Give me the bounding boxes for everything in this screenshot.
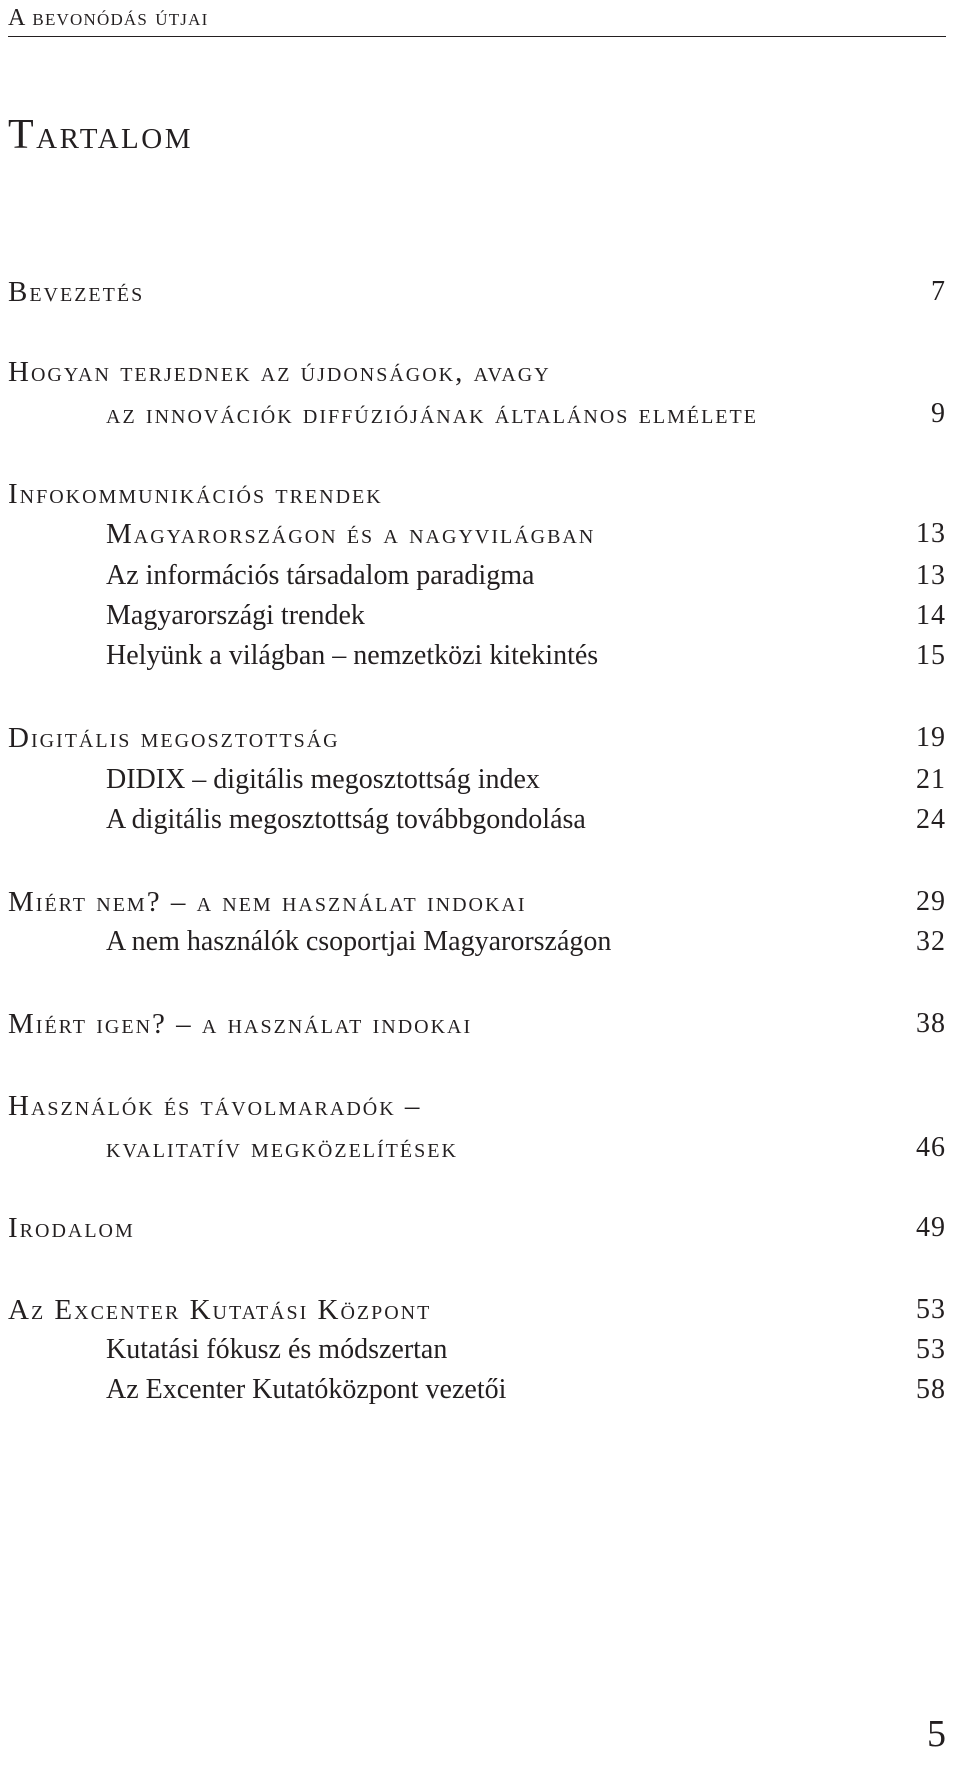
toc-subentry-title: Kutatási fókusz és módszertan <box>106 1334 448 1365</box>
toc-subentry-page: 32 <box>916 926 946 957</box>
toc-subentry-page: 58 <box>916 1374 946 1405</box>
toc-entry[interactable] <box>8 880 946 924</box>
toc-subentry-page: 24 <box>916 804 946 835</box>
toc-entry[interactable] <box>8 270 946 314</box>
toc-entry-title: Miért nem? – a nem használat indokai <box>8 885 527 918</box>
toc-entry[interactable] <box>8 1002 946 1046</box>
toc-entry-title: Magyarországon és a nagyvilágban <box>106 517 596 550</box>
toc-entry-page: 7 <box>931 276 946 307</box>
toc-entry-title: Miért igen? – a használat indokai <box>8 1007 473 1040</box>
toc-entry-page: 53 <box>916 1294 946 1325</box>
toc-entry[interactable] <box>8 1084 946 1128</box>
toc-entry[interactable] <box>8 472 946 516</box>
toc-entry-title: Infokommunikációs trendek <box>8 477 383 510</box>
toc-entry-page: 46 <box>916 1132 946 1163</box>
toc-entry-page: 38 <box>916 1008 946 1039</box>
toc-entry-page: 9 <box>931 398 946 429</box>
toc-entry-page: 29 <box>916 886 946 917</box>
page-number: 5 <box>927 1713 946 1755</box>
toc-entry[interactable] <box>8 1206 946 1250</box>
toc-entry-title: Bevezetés <box>8 275 145 308</box>
toc-subentry[interactable] <box>8 554 946 598</box>
toc-entry-page: 19 <box>916 722 946 753</box>
toc-subentry-title: Magyarországi trendek <box>106 600 365 631</box>
toc-entry-title: az innovációk diffúziójának általános elmélete <box>106 397 758 430</box>
toc-subentry[interactable] <box>8 798 946 842</box>
toc-entry-continuation[interactable] <box>8 512 946 556</box>
toc-entry[interactable] <box>8 350 946 394</box>
toc-subentry-page: 14 <box>916 600 946 631</box>
toc-entry-title: kvalitatív megközelítések <box>106 1131 458 1164</box>
toc-subentry-page: 13 <box>916 560 946 591</box>
toc-entry-page: 13 <box>916 518 946 549</box>
toc-entry-title: Használók és távolmaradók – <box>8 1089 422 1122</box>
toc-entry-page: 49 <box>916 1212 946 1243</box>
toc-subentry-title: Helyünk a világban – nemzetközi kitekintés <box>106 640 599 671</box>
toc-subentry[interactable] <box>8 634 946 678</box>
toc-subentry-title: DIDIX – digitális megosztottság index <box>106 764 540 795</box>
toc-entry[interactable] <box>8 1288 946 1332</box>
toc-entry-continuation[interactable] <box>8 392 946 436</box>
toc-subentry-title: A digitális megosztottság továbbgondolása <box>106 804 586 835</box>
toc-subentry[interactable] <box>8 758 946 802</box>
page-title: Tartalom <box>8 112 193 158</box>
toc-entry-title: Digitális megosztottság <box>8 721 340 754</box>
toc-entry-title: Hogyan terjednek az újdonságok, avagy <box>8 355 551 388</box>
toc-entry-title: Irodalom <box>8 1211 135 1244</box>
toc-subentry-page: 15 <box>916 640 946 671</box>
header-rule <box>8 36 946 37</box>
toc-entry-continuation[interactable] <box>8 1126 946 1170</box>
toc-subentry[interactable] <box>8 920 946 964</box>
toc-entry-title: Az Excenter Kutatási Központ <box>8 1293 432 1326</box>
toc-subentry-title: A nem használók csoportjai Magyarországon <box>106 926 612 957</box>
toc-subentry[interactable] <box>8 1368 946 1412</box>
toc-subentry[interactable] <box>8 594 946 638</box>
toc-subentry-page: 53 <box>916 1334 946 1365</box>
running-head: A bevonódás útjai <box>8 5 209 31</box>
toc-entry[interactable] <box>8 716 946 760</box>
toc-subentry-page: 21 <box>916 764 946 795</box>
toc-subentry-title: Az információs társadalom paradigma <box>106 560 535 591</box>
toc-subentry[interactable] <box>8 1328 946 1372</box>
toc-subentry-title: Az Excenter Kutatóközpont vezetői <box>106 1374 507 1405</box>
